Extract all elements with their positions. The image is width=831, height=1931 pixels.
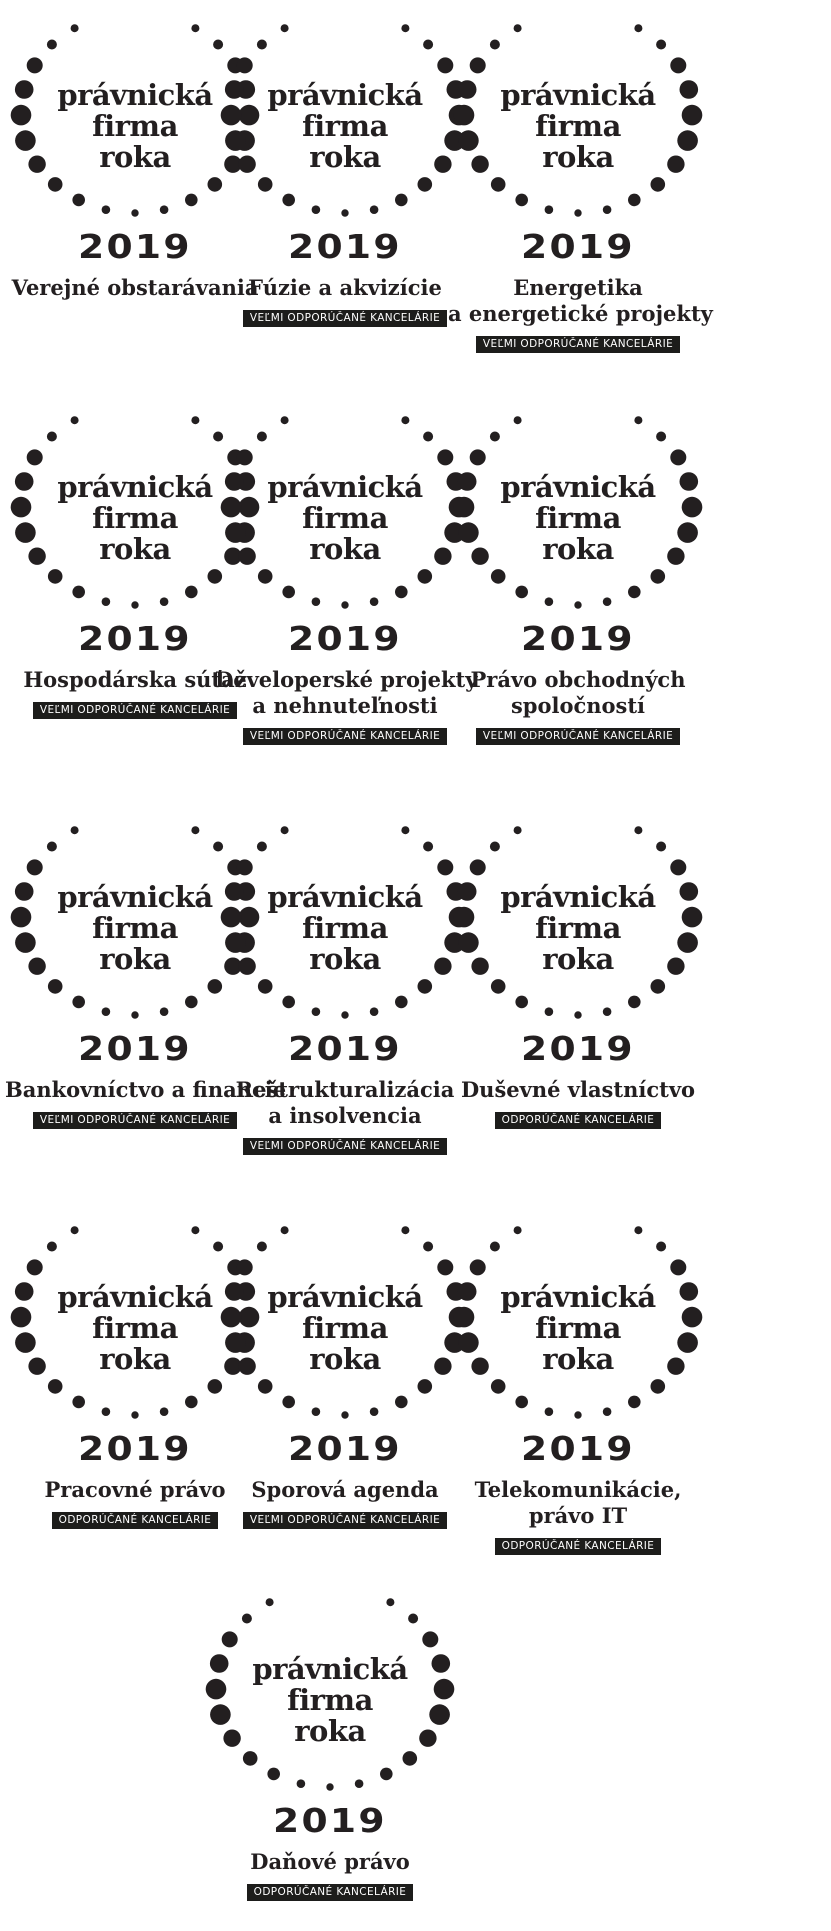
category-title-line: Sporová agenda — [251, 1477, 439, 1502]
award-badge — [215, 396, 478, 745]
recommendation-badge: VEĽMI ODPORÚČANÉ KANCELÁRIE — [243, 1138, 447, 1155]
recommendation-badge: VEĽMI ODPORÚČANÉ KANCELÁRIE — [33, 1112, 237, 1129]
category-title-line: a nehnuteľnosti — [252, 693, 438, 718]
year-text: 2019 — [521, 619, 635, 658]
recommendation-badge-wrap — [200, 1884, 460, 1901]
award-badge — [215, 4, 475, 327]
wreath-text-line: firma — [302, 500, 388, 535]
recommendation-badge-wrap — [215, 1512, 475, 1529]
wreath — [448, 1206, 708, 1424]
recommendation-badge-wrap — [448, 336, 708, 353]
category-title-line: spoločností — [510, 693, 646, 718]
wreath-text-line: roka — [99, 139, 171, 174]
recommendation-badge: ODPORÚČANÉ KANCELÁRIE — [495, 1112, 662, 1129]
award-badge — [448, 1206, 708, 1555]
year-text: 2019 — [288, 619, 402, 658]
recommendation-badge-wrap — [215, 1138, 475, 1155]
wreath-text — [215, 1206, 475, 1424]
recommendation-badge-wrap — [215, 728, 475, 745]
wreath-text — [448, 4, 708, 222]
wreath-text-line: roka — [99, 531, 171, 566]
award-badge — [448, 806, 708, 1129]
wreath — [200, 1578, 460, 1796]
category-title — [215, 1077, 475, 1129]
wreath-text — [215, 806, 475, 1024]
wreath-text — [200, 1578, 460, 1796]
category-title-line: a insolvencia — [268, 1103, 422, 1128]
category-title-line: Hospodárska súťaž — [23, 667, 247, 692]
wreath-text-line: roka — [309, 1341, 381, 1376]
wreath-text-line: právnická — [500, 469, 656, 504]
recommendation-badge-wrap — [448, 728, 708, 745]
badge-grid-row — [0, 396, 831, 806]
recommendation-badge: ODPORÚČANÉ KANCELÁRIE — [495, 1538, 662, 1555]
wreath-text-line: firma — [535, 108, 621, 143]
recommendation-badge: VEĽMI ODPORÚČANÉ KANCELÁRIE — [243, 1512, 447, 1529]
wreath-text-line: právnická — [57, 1279, 213, 1314]
category-title-line: Developerské projekty — [215, 667, 478, 692]
wreath-text — [215, 396, 475, 614]
wreath-text-line: roka — [309, 139, 381, 174]
wreath — [448, 396, 708, 614]
wreath-text-line: právnická — [267, 1279, 423, 1314]
wreath-text-line: právnická — [267, 77, 423, 112]
category-title-line: Daňové právo — [250, 1849, 410, 1874]
wreath-text-line: právnická — [267, 469, 423, 504]
year-text: 2019 — [273, 1801, 387, 1840]
year-wrap — [448, 227, 708, 266]
wreath-text-line: právnická — [500, 77, 656, 112]
wreath-text-line: právnická — [500, 879, 656, 914]
year-wrap — [448, 619, 708, 658]
year-text: 2019 — [78, 619, 192, 658]
wreath-text-line: právnická — [57, 879, 213, 914]
category-title — [215, 275, 475, 301]
year-wrap — [448, 1429, 708, 1468]
wreath-text-line: roka — [309, 941, 381, 976]
wreath — [215, 4, 475, 222]
badge-grid-row — [0, 1206, 831, 1578]
category-title-line: právo IT — [528, 1503, 628, 1528]
recommendation-badge-wrap — [448, 1538, 708, 1555]
category-title — [215, 1477, 475, 1503]
recommendation-badge: VEĽMI ODPORÚČANÉ KANCELÁRIE — [33, 702, 237, 719]
year-text: 2019 — [78, 227, 192, 266]
category-title — [215, 667, 478, 719]
recommendation-badge: ODPORÚČANÉ KANCELÁRIE — [52, 1512, 219, 1529]
wreath-text-line: firma — [535, 1310, 621, 1345]
wreath-text-line: firma — [535, 500, 621, 535]
wreath-text-line: roka — [542, 139, 614, 174]
wreath — [215, 806, 475, 1024]
wreath-text-line: roka — [294, 1713, 366, 1748]
wreath-text-line: roka — [542, 941, 614, 976]
category-title — [200, 1849, 460, 1875]
wreath-text-line: právnická — [252, 1651, 408, 1686]
wreath-text-line: firma — [92, 500, 178, 535]
badge-grid-row — [0, 806, 831, 1206]
recommendation-badge: VEĽMI ODPORÚČANÉ KANCELÁRIE — [243, 728, 447, 745]
award-badge — [448, 4, 713, 353]
recommendation-badge: ODPORÚČANÉ KANCELÁRIE — [247, 1884, 414, 1901]
year-wrap — [215, 227, 475, 266]
category-title-line: Energetika — [513, 275, 643, 300]
wreath-text-line: firma — [92, 910, 178, 945]
recommendation-badge-wrap — [448, 1112, 708, 1129]
category-title-line: Pracovné právo — [44, 1477, 226, 1502]
wreath-text-line: právnická — [57, 77, 213, 112]
category-title-line: Bankovníctvo a financie — [5, 1077, 287, 1102]
wreath-text-line: roka — [309, 531, 381, 566]
year-text: 2019 — [288, 227, 402, 266]
wreath — [448, 806, 708, 1024]
category-title — [448, 275, 713, 327]
year-text: 2019 — [288, 1029, 402, 1068]
badge-grid-row — [0, 1578, 831, 1928]
year-wrap — [448, 1029, 708, 1068]
wreath-text-line: firma — [535, 910, 621, 945]
category-title — [448, 1077, 708, 1103]
year-text: 2019 — [521, 1429, 635, 1468]
wreath-text-line: roka — [542, 1341, 614, 1376]
year-wrap — [215, 1429, 475, 1468]
wreath-text-line: firma — [302, 108, 388, 143]
award-badge — [448, 396, 708, 745]
wreath — [215, 1206, 475, 1424]
category-title-line: Duševné vlastníctvo — [460, 1077, 696, 1102]
award-badge — [215, 806, 475, 1155]
recommendation-badge: VEĽMI ODPORÚČANÉ KANCELÁRIE — [476, 336, 680, 353]
year-wrap — [200, 1801, 460, 1840]
year-text: 2019 — [288, 1429, 402, 1468]
wreath — [215, 396, 475, 614]
category-title-line: a energetické projekty — [448, 301, 713, 326]
year-text: 2019 — [78, 1429, 192, 1468]
wreath-text-line: firma — [92, 108, 178, 143]
wreath-text-line: právnická — [57, 469, 213, 504]
wreath-text — [448, 1206, 708, 1424]
category-title-line: Telekomunikácie, — [474, 1477, 682, 1502]
wreath-text-line: firma — [287, 1682, 373, 1717]
recommendation-badge: VEĽMI ODPORÚČANÉ KANCELÁRIE — [243, 310, 447, 327]
category-title-line: Reštrukturalizácia — [235, 1077, 455, 1102]
year-text: 2019 — [521, 1029, 635, 1068]
award-badge — [200, 1578, 460, 1901]
wreath-text — [448, 806, 708, 1024]
wreath-text — [448, 396, 708, 614]
category-title — [448, 1477, 708, 1529]
wreath-text-line: roka — [99, 941, 171, 976]
wreath-text-line: roka — [99, 1341, 171, 1376]
recommendation-badge: VEĽMI ODPORÚČANÉ KANCELÁRIE — [476, 728, 680, 745]
wreath-text-line: roka — [542, 531, 614, 566]
badge-grid-row — [0, 4, 831, 396]
wreath-text-line: firma — [302, 910, 388, 945]
wreath-text-line: firma — [92, 1310, 178, 1345]
year-wrap — [215, 619, 475, 658]
wreath-text-line: právnická — [267, 879, 423, 914]
wreath-text — [215, 4, 475, 222]
category-title — [448, 667, 708, 719]
award-badge — [215, 1206, 475, 1529]
year-text: 2019 — [521, 227, 635, 266]
category-title-line: Fúzie a akvizície — [248, 275, 442, 300]
year-text: 2019 — [78, 1029, 192, 1068]
category-title-line: Verejné obstarávania — [11, 275, 259, 300]
recommendation-badge-wrap — [215, 310, 475, 327]
wreath-text-line: právnická — [500, 1279, 656, 1314]
year-wrap — [215, 1029, 475, 1068]
wreath — [448, 4, 708, 222]
category-title-line: Právo obchodných — [470, 667, 686, 692]
wreath-text-line: firma — [302, 1310, 388, 1345]
